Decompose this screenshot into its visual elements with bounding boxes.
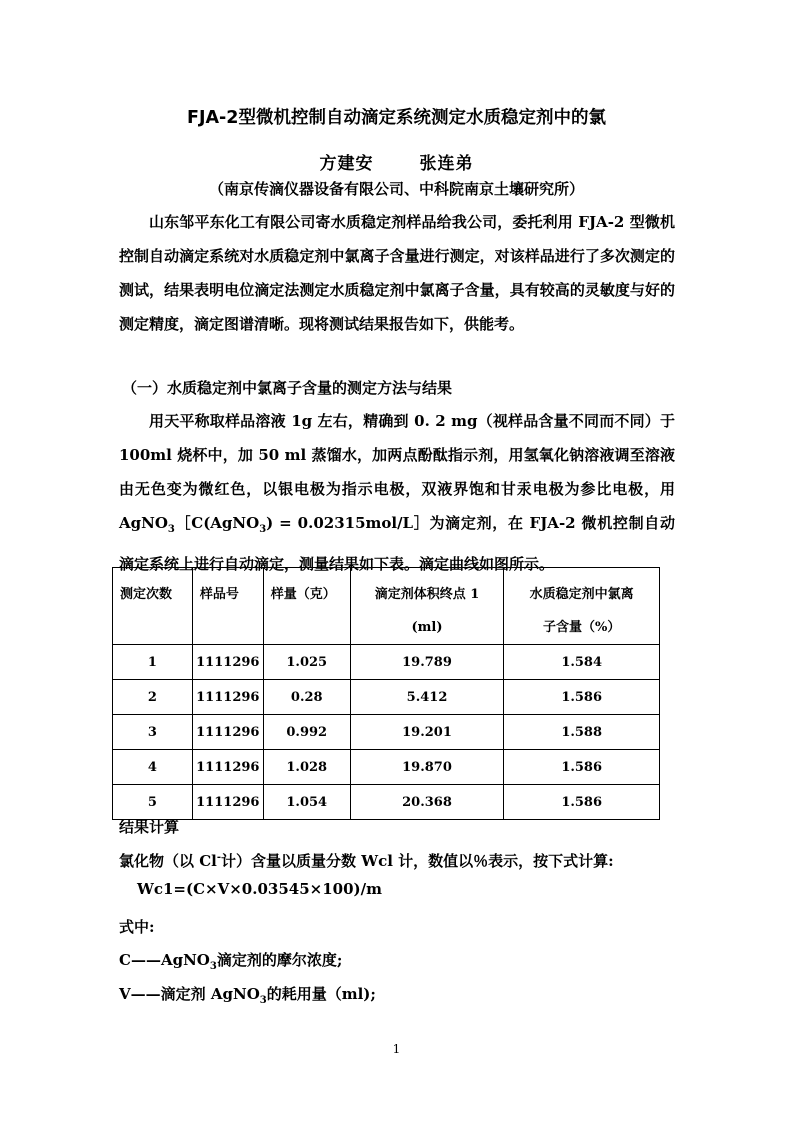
table-row xyxy=(113,715,660,750)
cell-no: 3 xyxy=(113,715,193,750)
method-sub-2: 3 xyxy=(259,524,267,535)
cell-weight: 0.992 xyxy=(263,715,350,750)
method-text-3: ) = 0.02315mol/L］为滴定剂，在 FJA-2 微机控制自动滴定系统上进行自动滴定，测量结果如下表。滴定曲线如图所示。 xyxy=(119,514,675,573)
intro-paragraph: 山东邹平东化工有限公司寄水质稳定剂样品给我公司，委托利用 FJA-2 型微机控制自动滴定系统对水质稳定剂中氯离子含量进行测定，对该样品进行了多次测定的测试，结果表明电位滴定法测定水质稳定剂中氯离子含量，具有较高的灵敏度与好的测定精度，滴定图谱清晰。现将测试结果报告如下，供能考。 xyxy=(119,213,675,333)
cell-content: 1.588 xyxy=(504,715,660,750)
def-c-text-2: 滴定剂的摩尔浓度; xyxy=(216,951,343,969)
calc-description xyxy=(119,850,614,871)
authors xyxy=(0,149,793,174)
calc-heading: 结果计算 xyxy=(119,818,180,836)
calc-desc-sup: - xyxy=(216,852,222,863)
method-sub-1: 3 xyxy=(167,524,175,535)
cell-no: 5 xyxy=(113,785,193,820)
method-text-1: 用天平称取样品溶液 1g 左右，精确到 0. 2 mg（视样品含量不同而不同）于 100ml 烧杯中，加 50 ml 蒸馏水，加两点酚酞指示剂，用氢氧化钠溶液调至溶液由无色变为微红色，以银电极为指示电极，双液界饱和甘汞电极为参比电极，用 AgNO xyxy=(119,412,675,532)
document-title: FJA-2型微机控制自动滴定系统测定水质稳定剂中的氯 xyxy=(187,108,606,128)
cell-content: 1.586 xyxy=(504,680,660,715)
cell-sample: 1111296 xyxy=(192,680,263,715)
table-header-row xyxy=(113,568,660,645)
cell-content: 1.586 xyxy=(504,750,660,785)
cell-sample: 1111296 xyxy=(192,645,263,680)
page-number: 1 xyxy=(392,1042,401,1056)
header-volume: 滴定剂体积终点 1 (ml) xyxy=(350,568,504,645)
formula: Wc1=(C×V×0.03545×100)/m xyxy=(137,880,382,898)
cell-sample: 1111296 xyxy=(192,750,263,785)
where-label: 式中: xyxy=(119,918,155,936)
table-row xyxy=(113,785,660,820)
results-table xyxy=(112,567,660,820)
table-row xyxy=(113,750,660,785)
def-v-sub: 3 xyxy=(259,995,267,1006)
cell-sample: 1111296 xyxy=(192,785,263,820)
cell-no: 4 xyxy=(113,750,193,785)
author-1: 方建安 xyxy=(319,154,374,174)
cell-volume: 19.789 xyxy=(350,645,504,680)
def-v-text-2: 的耗用量（ml); xyxy=(266,985,376,1003)
header-weight: 样量（克） xyxy=(263,568,350,645)
method-paragraph xyxy=(119,404,675,581)
calc-desc-text-1: 氯化物（以 Cl xyxy=(119,852,217,870)
table-row xyxy=(113,680,660,715)
cell-weight: 1.028 xyxy=(263,750,350,785)
cell-weight: 1.025 xyxy=(263,645,350,680)
cell-no: 2 xyxy=(113,680,193,715)
cell-sample: 1111296 xyxy=(192,715,263,750)
cell-weight: 1.054 xyxy=(263,785,350,820)
cell-volume: 19.201 xyxy=(350,715,504,750)
def-c-sub: 3 xyxy=(209,961,217,972)
cell-volume: 19.870 xyxy=(350,750,504,785)
cell-weight: 0.28 xyxy=(263,680,350,715)
def-v-text-1: V——滴定剂 AgNO xyxy=(119,985,260,1003)
table-row xyxy=(113,645,660,680)
calc-desc-text-2: 计）含量以质量分数 Wcl 计，数值以％表示，按下式计算: xyxy=(221,852,614,870)
method-text-2: ［C(AgNO xyxy=(174,514,260,532)
header-test-no: 测定次数 xyxy=(113,568,193,645)
cell-volume: 5.412 xyxy=(350,680,504,715)
definition-v xyxy=(119,983,376,1006)
affiliation: （南京传滴仪器设备有限公司、中科院南京土壤研究所） xyxy=(208,180,584,198)
def-c-text-1: C——AgNO xyxy=(119,951,210,969)
header-content: 水质稳定剂中氯离 子含量（%） xyxy=(504,568,660,645)
cell-volume: 20.368 xyxy=(350,785,504,820)
cell-content: 1.584 xyxy=(504,645,660,680)
header-sample-no: 样品号 xyxy=(192,568,263,645)
author-2: 张连弟 xyxy=(419,154,474,174)
cell-content: 1.586 xyxy=(504,785,660,820)
definition-c xyxy=(119,949,342,972)
cell-no: 1 xyxy=(113,645,193,680)
section-heading: （一）水质稳定剂中氯离子含量的测定方法与结果 xyxy=(122,379,453,397)
